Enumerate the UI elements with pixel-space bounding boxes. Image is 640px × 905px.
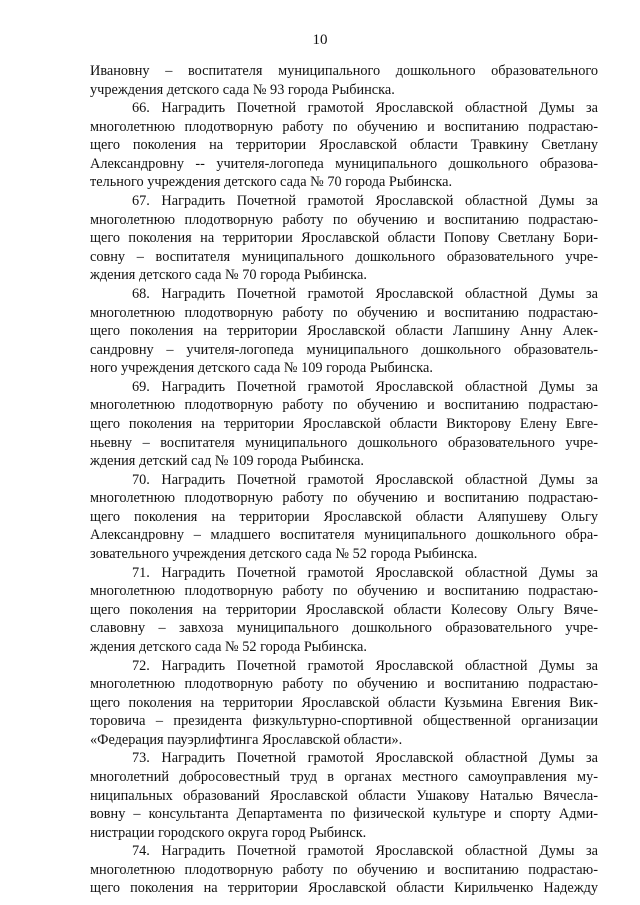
text-line: Александровну – младшего воспитателя муниципального дошкольного обра- bbox=[90, 527, 598, 544]
text-line: ждения детского сада № 70 города Рыбинска. bbox=[90, 267, 367, 284]
text-line: многолетнюю плодотворную работу по обучению и воспитанию подрастаю- bbox=[90, 397, 598, 414]
text-line: ниципальных образований Ярославской области Ушакову Наталью Вячесла- bbox=[90, 787, 598, 804]
text-line: «Федерация пауэрлифтинга Ярославской области». bbox=[90, 731, 403, 748]
text-line: щего поколения на территории Ярославской области Лапшину Анну Алек- bbox=[90, 323, 598, 340]
text-line: многолетнюю плодотворную работу по обучению и воспитанию подрастаю- bbox=[90, 211, 598, 228]
paragraph-first-line: 74. Наградить Почетной грамотой Ярославской областной Думы за bbox=[132, 843, 598, 860]
text-line: щего поколения на территории Ярославской области Кузьмина Евгения Вик- bbox=[90, 694, 598, 711]
text-line: совну – воспитателя муниципального дошкольного образовательного учре- bbox=[90, 248, 598, 265]
text-line: щего поколения на территории Ярославской области Колесову Ольгу Вяче- bbox=[90, 601, 598, 618]
text-line: зовательного учреждения детского сада № 52 города Рыбинска. bbox=[90, 546, 478, 563]
paragraph-first-line: 73. Наградить Почетной грамотой Ярославской областной Думы за bbox=[132, 750, 598, 767]
text-line: многолетнюю плодотворную работу по обучению и воспитанию подрастаю- bbox=[90, 861, 598, 878]
paragraph-first-line: 71. Наградить Почетной грамотой Ярославской областной Думы за bbox=[132, 564, 598, 581]
paragraph-first-line: 67. Наградить Почетной грамотой Ярославской областной Думы за bbox=[132, 193, 598, 210]
text-line: учреждения детского сада № 93 города Рыбинска. bbox=[90, 81, 395, 98]
text-line: славовну – завхоза муниципального дошкольного образовательного учре- bbox=[90, 620, 598, 637]
text-line: торовича – президента физкультурно-спортивной общественной организации bbox=[90, 713, 598, 730]
text-line: многолетнюю плодотворную работу по обучению и воспитанию подрастаю- bbox=[90, 676, 598, 693]
paragraph-first-line: 69. Наградить Почетной грамотой Ярославской областной Думы за bbox=[132, 378, 598, 395]
text-line: щего поколения на территории Ярославской области Аляпушеву Ольгу bbox=[90, 508, 598, 525]
text-line: многолетнюю плодотворную работу по обучению и воспитанию подрастаю- bbox=[90, 118, 598, 135]
text-line: тельного учреждения детского сада № 70 города Рыбинска. bbox=[90, 174, 453, 191]
paragraph-first-line: 70. Наградить Почетной грамотой Ярославской областной Думы за bbox=[132, 471, 598, 488]
text-line: многолетнюю плодотворную работу по обучению и воспитанию подрастаю- bbox=[90, 490, 598, 507]
text-line: нистрации городского округа город Рыбинск. bbox=[90, 824, 367, 841]
text-line: многолетнюю плодотворную работу по обучению и воспитанию подрастаю- bbox=[90, 304, 598, 321]
paragraph-first-line: 72. Наградить Почетной грамотой Ярославской областной Думы за bbox=[132, 657, 598, 674]
text-line: многолетний добросовестный труд в органах местного самоуправления му- bbox=[90, 768, 598, 785]
text-line: ного учреждения детского сада № 109 города Рыбинска. bbox=[90, 360, 433, 377]
text-line: ждения детский сад № 109 города Рыбинска. bbox=[90, 453, 364, 470]
text-line: щего поколения на территории Ярославской области Попову Светлану Бори- bbox=[90, 230, 598, 247]
text-line: ньевну – воспитателя муниципального дошкольного образовательного учре- bbox=[90, 434, 598, 451]
text-line: Александровну -- учителя-логопеда муниципального дошкольного образова- bbox=[90, 155, 598, 172]
text-line: ждения детского сада № 52 города Рыбинска. bbox=[90, 638, 367, 655]
document-body bbox=[90, 62, 598, 898]
text-line: щего поколения на территории Ярославской области Травкину Светлану bbox=[90, 137, 598, 154]
text-line: многолетнюю плодотворную работу по обучению и воспитанию подрастаю- bbox=[90, 583, 598, 600]
text-line: щего поколения на территории Ярославской области Викторову Елену Евге- bbox=[90, 415, 598, 432]
text-line: сандровну – учителя-логопеда муниципального дошкольного образователь- bbox=[90, 341, 598, 358]
page-number: 10 bbox=[312, 32, 328, 48]
paragraph-first-line: 66. Наградить Почетной грамотой Ярославской областной Думы за bbox=[132, 100, 598, 117]
text-line: Ивановну – воспитателя муниципального дошкольного образовательного bbox=[90, 63, 598, 79]
paragraph-first-line: 68. Наградить Почетной грамотой Ярославской областной Думы за bbox=[132, 285, 598, 302]
text-line: щего поколения на территории Ярославской области Кирильченко Надежду bbox=[90, 880, 598, 897]
text-line: вовну – консультанта Департамента по физической культуре и спорту Адми- bbox=[90, 806, 598, 823]
